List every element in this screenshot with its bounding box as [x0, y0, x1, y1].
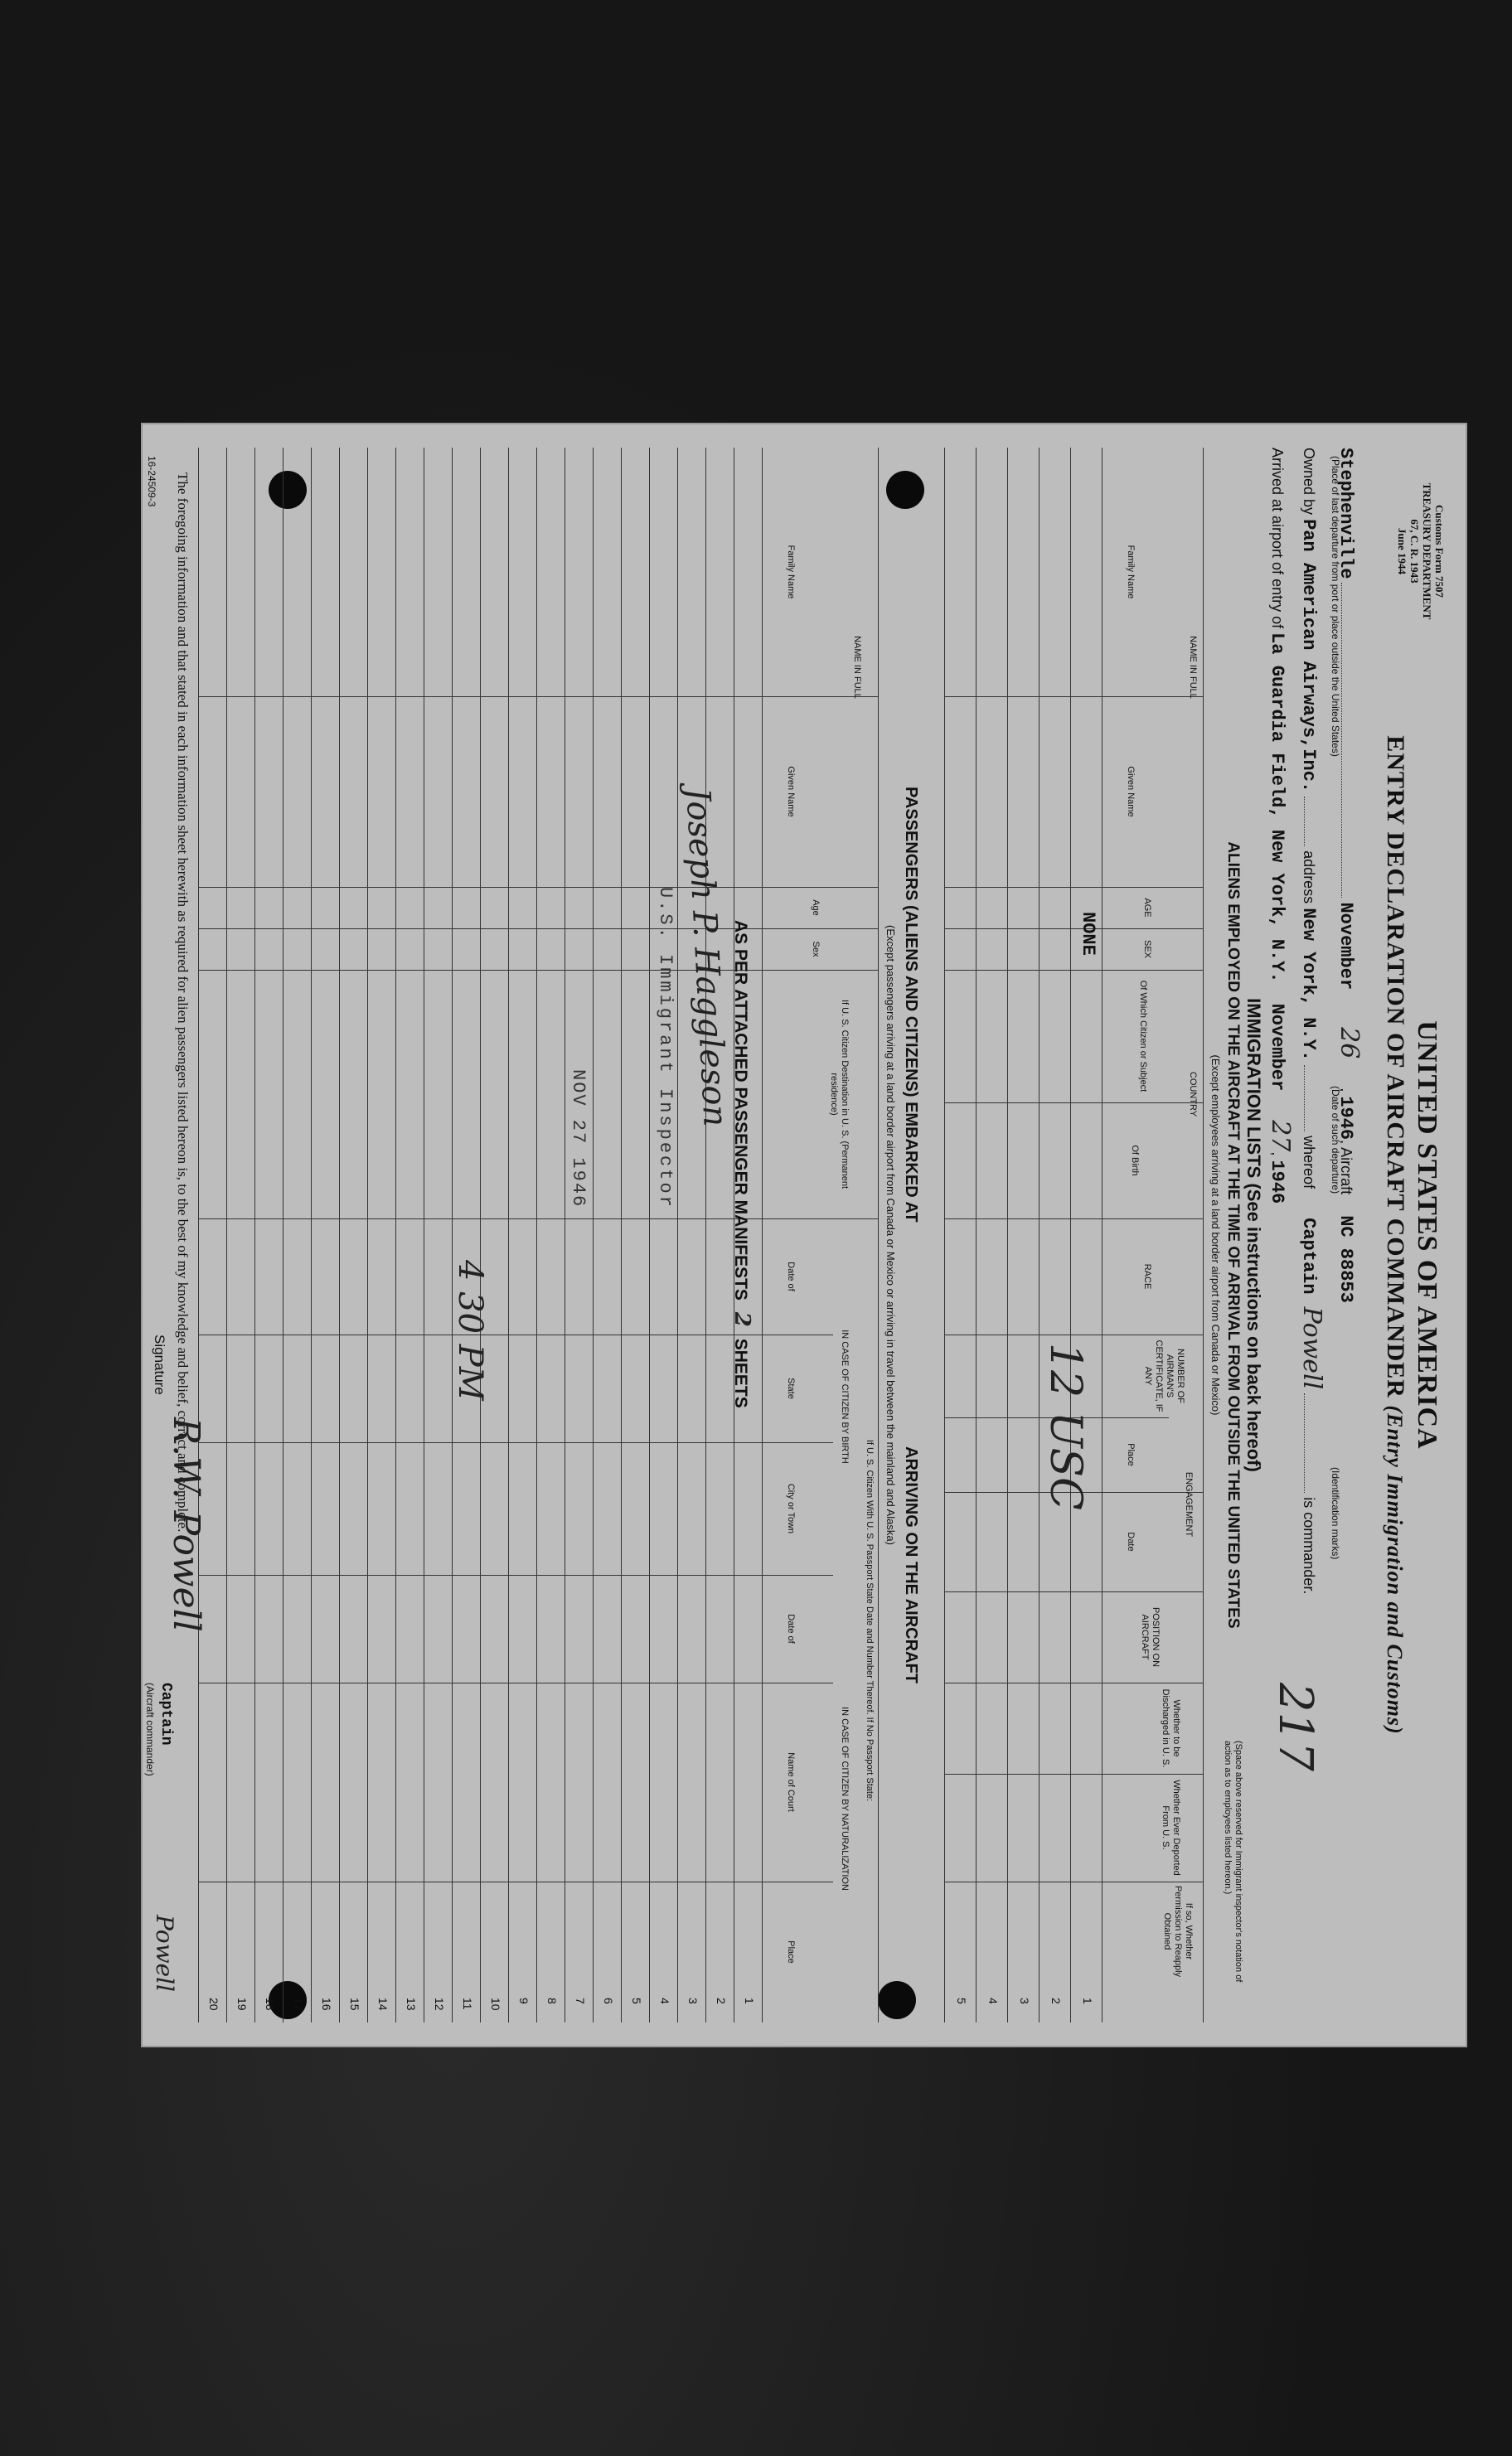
pcol-name-in-full: NAME IN FULL — [852, 636, 862, 699]
passenger-row-number: 3 — [686, 1998, 700, 2004]
col-engagement-place: Place — [1126, 1443, 1136, 1466]
departure-line: Stephenville November 26 , 1946, Aircraft NC 88853 — [1335, 448, 1364, 1303]
col-race: RACE — [1142, 1263, 1152, 1290]
passenger-row-number: 7 — [574, 1998, 587, 2004]
col-deported: Whether Ever Deported From U. S. — [1161, 1780, 1181, 1876]
col-citizen-of: Of Which Citizen or Subject — [1138, 980, 1148, 1092]
alien-row-number: 5 — [955, 1998, 968, 2004]
signature-label: Signature — [152, 1335, 167, 1395]
manifest-note-text: AS PER ATTACHED PASSENGER MANIFESTS — [731, 920, 750, 1301]
signature-title: Captain — [158, 1683, 174, 1746]
col-country: COUNTRY — [1188, 1071, 1198, 1117]
passenger-row-number: 18 — [264, 1998, 277, 2011]
passenger-row-number: 14 — [376, 1998, 390, 2011]
pcol-date-of-birth: Date of — [786, 1262, 796, 1291]
passenger-row-number: 4 — [658, 1998, 671, 2004]
departure-month: November — [1335, 902, 1356, 991]
pcol-age: Age — [811, 899, 821, 916]
regulation: 67, C. R. 1943 — [1408, 519, 1421, 584]
form-code: 16-24509-3 — [146, 456, 158, 507]
entry-number: 217 — [1268, 1683, 1322, 1771]
col-engagement-date: Date — [1126, 1532, 1136, 1552]
signature-secondary: Powell — [151, 1915, 178, 1993]
passenger-row-number: 17 — [292, 1998, 305, 2011]
departure-day: 26 — [1335, 1027, 1364, 1059]
commander-signature: R.W. Powell — [165, 1417, 207, 1632]
department: TREASURY DEPARTMENT — [1421, 482, 1433, 620]
commander-name: Powell — [1297, 1306, 1326, 1390]
col-sex: SEX — [1142, 939, 1152, 958]
pcol-place: Place — [786, 1940, 796, 1964]
passenger-row-number: 10 — [489, 1998, 502, 2011]
stamp-date: NOV 27 1946 — [568, 1069, 589, 1209]
col-engagement: ENGAGEMENT — [1184, 1471, 1194, 1538]
whereof-label: whereof — [1301, 1136, 1317, 1189]
passengers-title-left: PASSENGERS (ALIENS AND CITIZENS) EMBARKED AT — [902, 787, 920, 1223]
col-discharged: Whether to be Discharged in U. S. — [1161, 1688, 1181, 1768]
pcol-sex: Sex — [811, 941, 821, 957]
arrival-month: November — [1267, 1003, 1287, 1092]
alien-row-number: 4 — [986, 1998, 1000, 2004]
hand-note: 12 USC — [1040, 1343, 1090, 1510]
punch-hole — [269, 471, 307, 509]
arrival-day: 27 — [1266, 1120, 1295, 1152]
aircraft-id: NC 88853 — [1335, 1215, 1356, 1303]
passengers-title-right: ARRIVING ON THE AIRCRAFT — [902, 1446, 920, 1683]
pcol-destination: If U. S. Citizen Destination in U. S. (Permanent residence) — [829, 999, 850, 1189]
is-commander-label: is commander. — [1301, 1497, 1317, 1595]
passengers-sub: (Except passengers arriving at a land border airport from Canada or Mexico or arriving in travel between the mainland and Alaska) — [884, 925, 897, 1545]
departure-place-caption: (Place of last departure from port or place outside the United States) — [1330, 456, 1341, 757]
col-position: POSITION ON AIRCRAFT — [1140, 1606, 1161, 1668]
pcol-date-naturalization: Date of — [786, 1614, 796, 1644]
manifest-note — [729, 920, 754, 1408]
col-given-name: Given Name — [1126, 766, 1136, 817]
col-airman-cert: NUMBER OF AIRMAN'S CERTIFICATE, IF ANY — [1143, 1339, 1185, 1412]
passenger-row-number: 2 — [715, 1998, 728, 2004]
passenger-row-number: 19 — [235, 1998, 249, 2011]
signature-caption: (Aircraft commander) — [144, 1683, 156, 1776]
pcol-court: Name of Court — [786, 1752, 796, 1812]
form-title-main: ENTRY DECLARATION OF AIRCRAFT COMMANDER — [1382, 735, 1409, 1398]
col-birth: Of Birth — [1130, 1145, 1140, 1176]
form-page — [141, 423, 1467, 2047]
passenger-row-number: 12 — [433, 1998, 446, 2011]
departure-year: 1946 — [1335, 1096, 1356, 1141]
manifest-sheets: SHEETS — [731, 1338, 750, 1408]
aircraft-label: Aircraft — [1338, 1147, 1354, 1195]
pcol-given-name: Given Name — [786, 766, 796, 817]
form-title-suffix: (Entry Immigration and Customs) — [1383, 1405, 1407, 1735]
col-age: AGE — [1142, 898, 1152, 918]
aliens-sub: (Except employees arriving at a land border airport from Canada or Mexico) — [1209, 1054, 1222, 1416]
owner-address: New York, N.Y. — [1298, 908, 1319, 1062]
form-date: June 1944 — [1396, 528, 1408, 574]
address-label: address — [1301, 850, 1317, 904]
arrival-year: 1946 — [1267, 1160, 1287, 1204]
manifest-count: 2 — [729, 1311, 754, 1327]
form-title — [1381, 423, 1409, 2047]
arrival-label: Arrived at airport of entry of — [1269, 448, 1286, 629]
reserved-note: (Space above reserved for Immigrant inspector's notation of action as to employees listed hereon.) — [1223, 1741, 1243, 1983]
departure-date-caption: (Date of such departure) — [1330, 1086, 1341, 1194]
passenger-row-number: 8 — [545, 1998, 559, 2004]
inspector-signature: Joseph P. Haggleson — [678, 787, 734, 1128]
passenger-row-number: 11 — [461, 1998, 474, 2010]
col-family-name: Family Name — [1126, 545, 1136, 599]
pcol-state: State — [786, 1378, 796, 1399]
passenger-row-number: 16 — [320, 1998, 333, 2011]
form-number: Customs Form 7507 — [1433, 505, 1446, 598]
pcol-citizen-birth: IN CASE OF CITIZEN BY BIRTH — [840, 1330, 850, 1464]
pcol-passport: If U. S. Citizen With U. S. Passport State Date and Number Thereof. If No Passport State: — [865, 1439, 875, 1802]
alien-row-number: 2 — [1049, 1998, 1063, 2004]
arrival-place: La Guardia Field, New York, N.Y. — [1267, 632, 1287, 983]
pcol-citizen-naturalization: IN CASE OF CITIZEN BY NATURALIZATION — [840, 1707, 850, 1891]
owner-label: Owned by — [1301, 448, 1317, 516]
passenger-row-number: 13 — [405, 1998, 418, 2011]
inspector-title: U.S. Immigrant Inspector — [655, 887, 676, 1209]
owner-name: Pan American Airways,Inc. — [1298, 519, 1319, 793]
arrival-line: Arrived at airport of entry of La Guardia Field, New York, N.Y. November 27, 1946 — [1266, 448, 1295, 1204]
departure-place: Stephenville — [1335, 448, 1356, 579]
pcol-family-name: Family Name — [786, 545, 796, 599]
passenger-row-number: 15 — [348, 1998, 361, 2011]
none-stamp: NONE — [1078, 912, 1098, 956]
immigration-title: IMMIGRATION LISTS (See instructions on back hereof) — [1243, 998, 1264, 1472]
aliens-title: ALIENS EMPLOYED ON THE AIRCRAFT AT THE TIME OF ARRIVAL FROM OUTSIDE THE UNITED STATES — [1224, 841, 1242, 1629]
alien-row-number: 1 — [1081, 1998, 1094, 2004]
pcol-city: City or Town — [786, 1483, 796, 1534]
alien-row-number: 3 — [1018, 1998, 1031, 2004]
col-reapply: If so, Whether Permission to Reapply Obtained — [1162, 1885, 1194, 1978]
passenger-row-number: 1 — [743, 1998, 756, 2004]
stamp-time: 4 30 PM — [451, 1260, 489, 1401]
passenger-row-number: 5 — [630, 1998, 643, 2004]
passenger-row-number: 20 — [207, 1998, 220, 2011]
commander-title: Captain — [1298, 1218, 1319, 1295]
passenger-row-number: 9 — [517, 1998, 531, 2004]
form-title-country: UNITED STATES OF AMERICA — [1412, 1020, 1442, 1450]
passenger-row-number: 6 — [602, 1998, 615, 2004]
certification-statement: The foregoing information and that stated in each information sheet herewith as required for alien passengers listed hereon is, to the best of my knowledge and belief, correct and complete. — [175, 472, 191, 1533]
col-name-in-full: NAME IN FULL — [1188, 636, 1198, 699]
identification-caption: (Identification marks) — [1330, 1467, 1341, 1560]
owner-line — [1297, 448, 1326, 2022]
passengers-title — [901, 423, 920, 2047]
